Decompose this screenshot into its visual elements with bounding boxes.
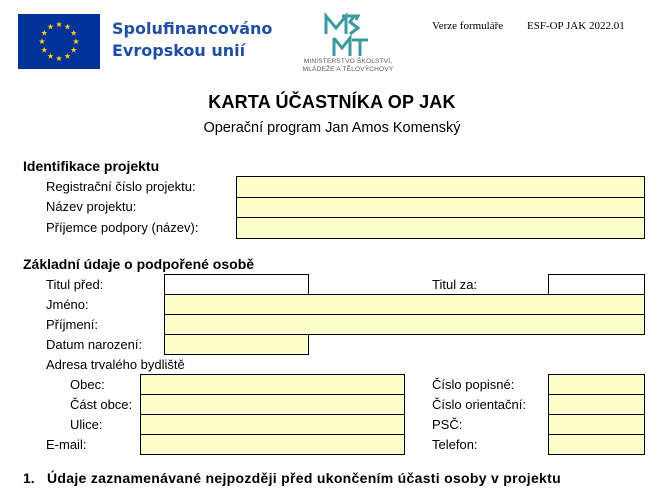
- eu-star-icon: [39, 38, 45, 44]
- municipality-field[interactable]: [140, 374, 405, 395]
- postcode-field[interactable]: [548, 414, 645, 435]
- house-number-label: Číslo popisné:: [432, 377, 515, 392]
- surname-field[interactable]: [164, 314, 645, 335]
- registration-number-field[interactable]: [236, 176, 645, 198]
- orientation-number-field[interactable]: [548, 394, 645, 415]
- msmt-caption-line1: MINISTERSTVO ŠKOLSTVÍ,: [303, 58, 393, 65]
- street-field[interactable]: [140, 414, 405, 435]
- eu-star-icon: [47, 53, 53, 59]
- birth-date-label: Datum narození:: [46, 337, 143, 352]
- address-label: Adresa trvalého bydliště: [46, 357, 185, 372]
- eu-star-icon: [71, 30, 77, 36]
- eu-star-icon: [64, 24, 70, 30]
- project-section-heading: Identifikace projektu: [23, 158, 160, 174]
- eu-cofinanced-text: [112, 18, 272, 62]
- eu-star-icon: [73, 38, 79, 44]
- recipient-label: Příjemce podpory (název):: [46, 220, 199, 235]
- eu-star-icon: [64, 53, 70, 59]
- phone-label: Telefon:: [432, 437, 478, 452]
- eu-flag-logo: [18, 14, 100, 69]
- municipality-label: Obec:: [70, 377, 105, 392]
- eu-star-icon: [56, 21, 62, 27]
- title-before-label: Titul před:: [46, 277, 104, 292]
- eu-text-line2: Evropskou unií: [112, 41, 246, 60]
- page-subtitle: Operační program Jan Amos Komenský: [203, 120, 461, 136]
- first-name-field[interactable]: [164, 294, 645, 315]
- version-label: Verze formuláře: [432, 20, 504, 32]
- eu-stars-icon: [18, 14, 100, 69]
- email-label: E-mail:: [46, 437, 87, 452]
- house-number-field[interactable]: [548, 374, 645, 395]
- page-title: KARTA ÚČASTNÍKA OP JAK: [208, 92, 456, 112]
- phone-field[interactable]: [548, 434, 645, 455]
- msmt-caption-line2: MLÁDEŽE A TĚLOVÝCHOVY: [302, 65, 394, 73]
- title-after-label: Titul za:: [432, 277, 478, 292]
- project-name-field[interactable]: [236, 197, 645, 218]
- section1-heading: Údaje zaznamenávané nejpozději před ukončením účasti osoby v projektu: [47, 470, 561, 486]
- section1-number: 1.: [23, 470, 35, 486]
- eu-star-icon: [56, 55, 62, 61]
- eu-star-icon: [71, 47, 77, 53]
- eu-star-icon: [41, 30, 47, 36]
- municipality-part-label: Část obce:: [70, 397, 133, 412]
- msmt-caption: [290, 58, 406, 73]
- msmt-emblem-icon: [320, 12, 376, 58]
- eu-star-icon: [47, 24, 53, 30]
- first-name-label: Jméno:: [46, 297, 89, 312]
- title-before-field[interactable]: [164, 274, 309, 295]
- street-label: Ulice:: [70, 417, 103, 432]
- municipality-part-field[interactable]: [140, 394, 405, 415]
- project-name-label: Název projektu:: [46, 199, 137, 214]
- eu-star-icon: [41, 47, 47, 53]
- person-section-heading: Základní údaje o podpořené osobě: [23, 256, 255, 272]
- recipient-field[interactable]: [236, 217, 645, 239]
- title-after-field[interactable]: [548, 274, 645, 295]
- registration-number-label: Registrační číslo projektu:: [46, 179, 196, 194]
- surname-label: Příjmení:: [46, 317, 99, 332]
- version-value: ESF-OP JAK 2022.01: [527, 20, 625, 32]
- birth-date-field[interactable]: [164, 334, 309, 355]
- eu-text-line1: Spolufinancováno: [112, 19, 273, 38]
- msmt-logo: [290, 12, 406, 76]
- postcode-label: PSČ:: [432, 417, 463, 432]
- orientation-number-label: Číslo orientační:: [432, 397, 526, 412]
- email-field[interactable]: [140, 434, 405, 455]
